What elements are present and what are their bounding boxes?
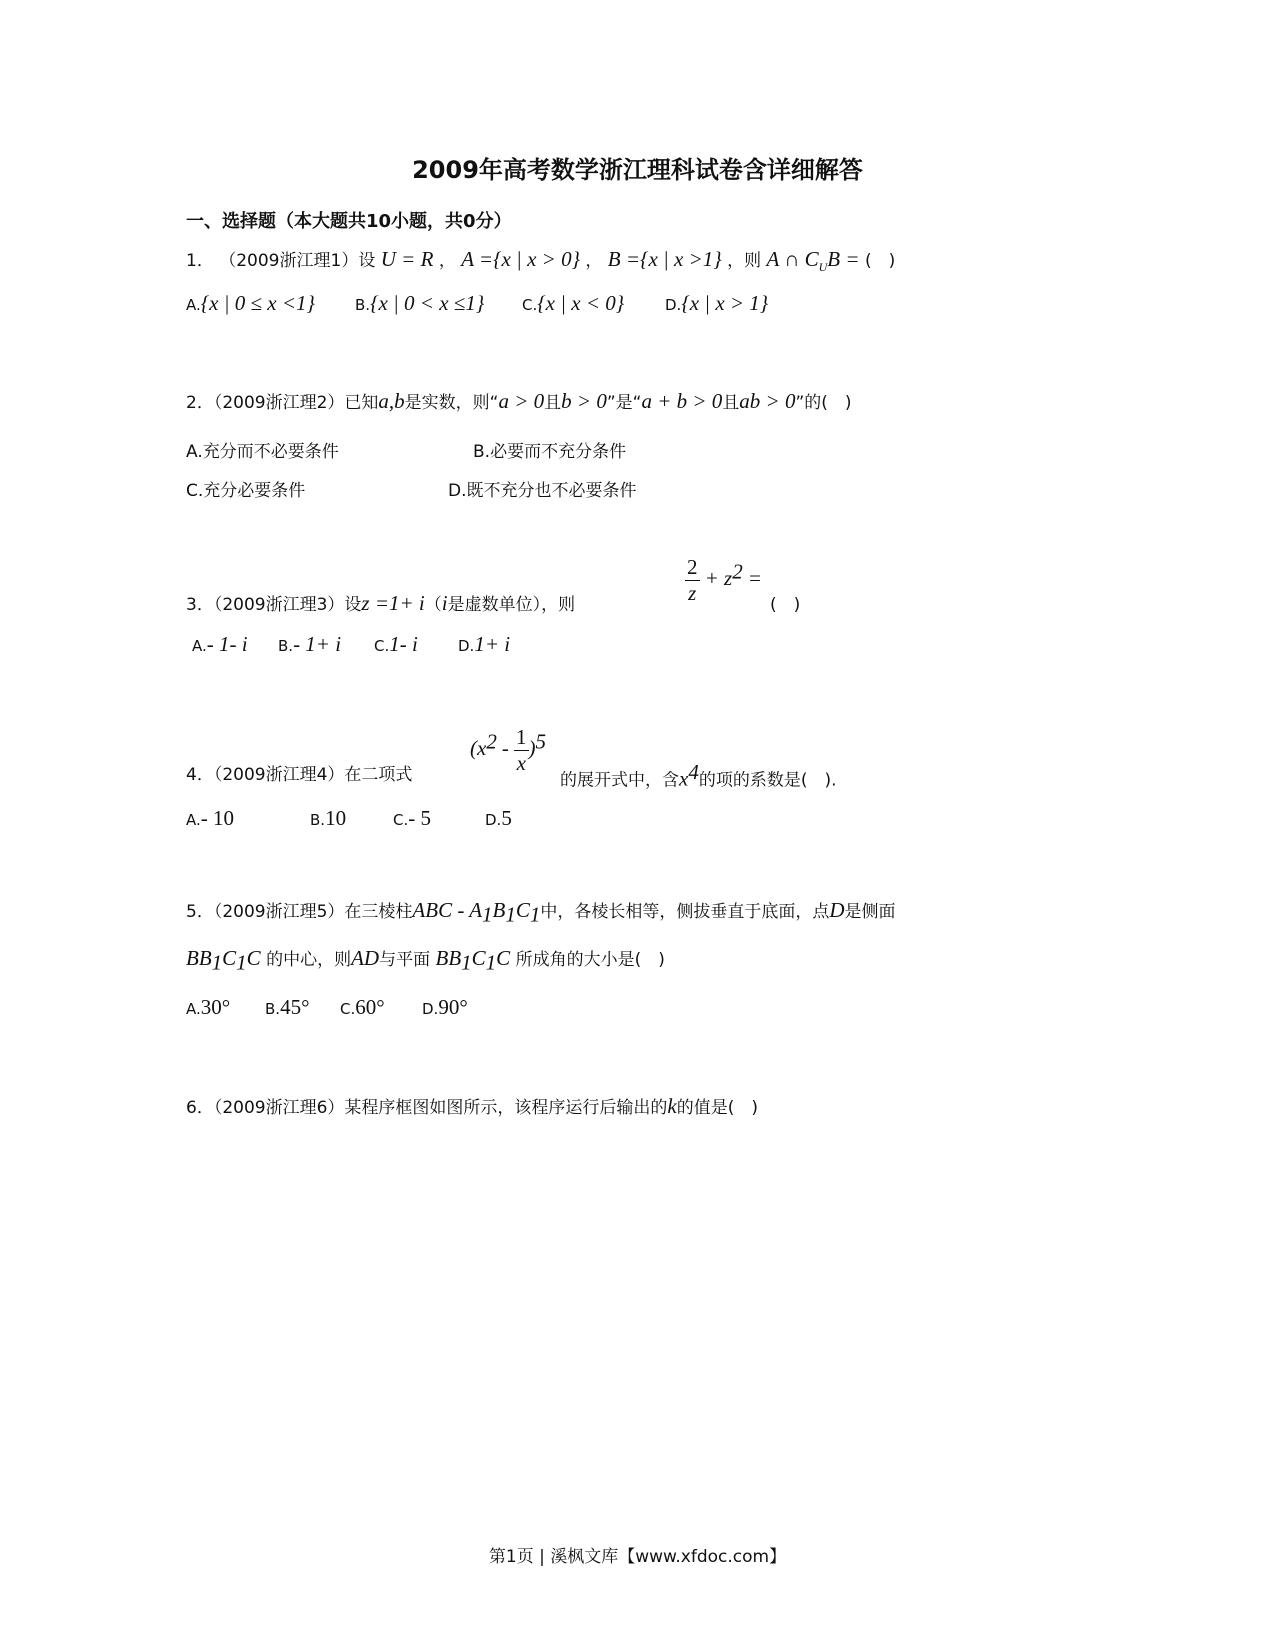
q3-option-b: B.- 1+ i: [278, 632, 342, 656]
q1-source: （2009浙江理1）设: [219, 251, 376, 271]
question-1: [186, 246, 895, 275]
q2-option-d: D.既不充分也不必要条件: [448, 481, 637, 501]
q3-option-d: D.1+ i: [458, 632, 511, 656]
document-title: 2009年高考数学浙江理科试卷含详细解答: [412, 156, 863, 184]
q1-math-expr: A ∩ $C_UB$ =: [766, 247, 860, 275]
q1-paren: ( ): [864, 251, 896, 271]
q1-option-d: D.{x | x > 1}: [665, 291, 769, 315]
q4-option-a: A.- 10: [186, 806, 235, 830]
q5-option-a: A.30°: [186, 995, 231, 1019]
q1-number: 1．: [186, 251, 214, 271]
q2-option-b: B.必要而不充分条件: [473, 442, 627, 462]
q3-paren: ( ): [770, 595, 801, 615]
question-5-line-2: $BB_1C_1C$ 的中心，则AD与平面 $BB_1C_1C$ 所成角的大小是( ): [186, 946, 665, 975]
q3-option-c: C.1- i: [374, 632, 418, 656]
question-5: 5．（2009浙江理5）在三棱柱ABC - $A_1B_1C_1$中，各棱长相等，侧拔垂直于底面，点D是侧面: [186, 898, 896, 927]
q1-option-a: A.{x | 0 ≤ x <1}: [186, 291, 315, 315]
q2-option-c: C.充分必要条件: [186, 481, 306, 501]
q1-math-b: B ={x | x >1}: [607, 247, 722, 271]
q2-option-a: A.充分而不必要条件: [186, 442, 339, 462]
q4-text: 的展开式中，含$x^4$的项的系数是( ).: [560, 760, 837, 791]
q1-option-c: C.{x | x < 0}: [522, 291, 625, 315]
q4-option-c: C.- 5: [393, 806, 431, 830]
question-2: 2．（2009浙江理2）已知a,b是实数，则“a > 0且b > 0”是“a + b > 0且ab > 0”的( ): [186, 389, 852, 413]
question-3: 3．（2009浙江理3）设z =1+ i（i是虚数单位），则: [186, 591, 576, 615]
section-heading: 一、选择题（本大题共10小题，共0分）: [186, 211, 512, 232]
q3-option-a: A.- 1- i: [192, 632, 248, 656]
page-footer: 第1页 | 溪枫文库【www.xfdoc.com】: [488, 1547, 787, 1567]
q4-option-d: D.5: [485, 806, 512, 830]
q1-comma-2: ，: [585, 251, 603, 271]
q1-math-a: A ={x | x > 0}: [461, 247, 580, 271]
q4-option-b: B.10: [310, 806, 347, 830]
q5-option-c: C.60°: [340, 995, 385, 1019]
question-6: 6．（2009浙江理6）某程序框图如图所示，该程序运行后输出的k的值是( ): [186, 1094, 759, 1118]
q3-expression: $\frac{2}{z}$ + $z^2$ =: [687, 555, 762, 605]
q1-option-b: B.{x | 0 < x ≤1}: [355, 291, 485, 315]
q1-then: ，则: [727, 251, 762, 271]
question-4: 4．（2009浙江理4）在二项式: [186, 765, 413, 785]
q4-binomial: ($x^2$ - $\frac{1}{x}$ )$^5$: [470, 725, 547, 775]
q1-comma-1: ，: [438, 251, 456, 271]
q1-math-u: U = R: [380, 247, 434, 271]
q5-option-d: D.90°: [422, 995, 468, 1019]
q5-option-b: B.45°: [265, 995, 310, 1019]
